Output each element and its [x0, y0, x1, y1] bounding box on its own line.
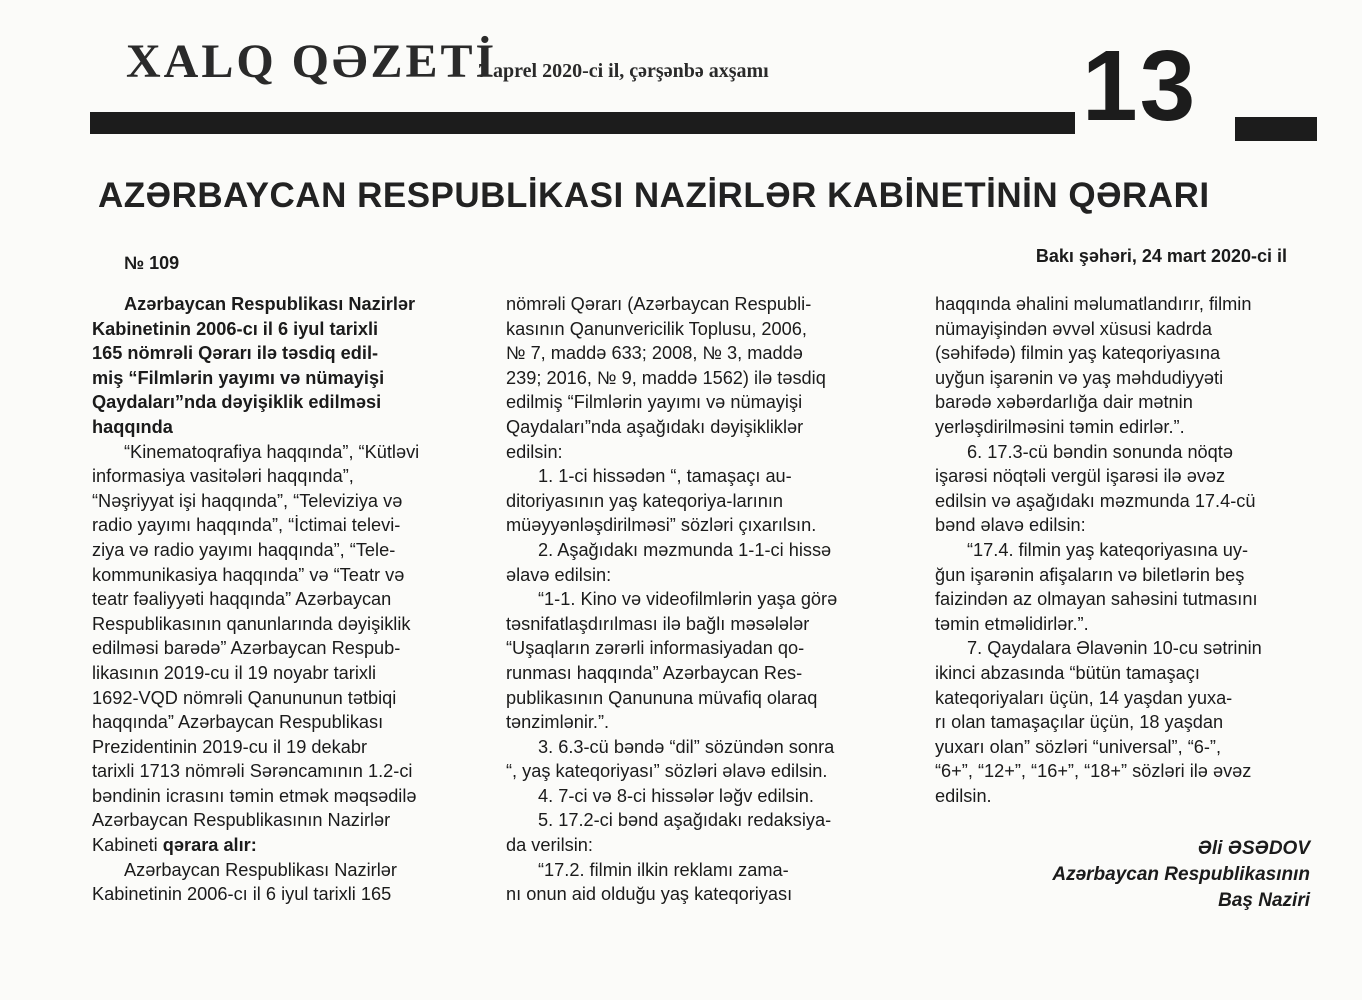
document-title: AZƏRBAYCAN RESPUBLİKASI NAZİRLƏR KABİNETİNİN QƏRARI — [98, 176, 1210, 215]
page-number-dash — [1235, 117, 1317, 141]
column-3 — [935, 292, 1313, 808]
decision-phrase: qərara alır: — [162, 835, 257, 856]
item-5-quote: “17.2. filmin ilkin reklamı zama- nı onun aid olduğu yaş kateqoriyası — [506, 859, 793, 905]
signatory-title-2: Baş Naziri — [1218, 890, 1310, 911]
issue-date: 7 aprel 2020-ci il, çərşənbə axşamı — [478, 60, 769, 82]
item-4: 4. 7-ci və 8-ci hissələr ləğv edilsin. — [538, 785, 814, 806]
signatory-title-1: Azərbaycan Respublikasının — [1052, 864, 1310, 885]
item-6-quote: “17.4. filmin yaş kateqoriyasına uy- ğun işarənin afişaların və biletlərin beş faizindən az olmayan sahəsini tutmasını təmin etməlidirlər.”. — [935, 539, 1258, 634]
place-and-date: Bakı şəhəri, 24 mart 2020-ci il — [1035, 246, 1287, 266]
paragraph-1-cont: nömrəli Qərarı (Azərbaycan Respubli- kasının Qanunvericilik Toplusu, 2006, № 7, maddə 633; 2008, № 3, maddə 239; 2016, № 9, maddə 1562) ilə təsdiq edilmiş “Filmlərin yayımı və nümayişi Qaydaları”nda aşağıdakı dəyişikliklər edilsin: — [506, 294, 826, 462]
item-2: 2. Aşağıdakı məzmunda 1-1-ci hissə əlavə edilsin: — [506, 539, 832, 585]
document-number: № 109 — [124, 253, 180, 273]
paragraph-1-start: Azərbaycan Respublikası Nazirlər Kabinetinin 2006-cı il 6 iyul tarixli 165 — [92, 859, 397, 905]
item-5: 5. 17.2-ci bənd aşağıdakı redaksiya- da verilsin: — [506, 810, 832, 856]
masthead: XALQ QƏZETİ — [126, 35, 498, 88]
item-7: 7. Qaydalara Əlavənin 10-cu sətrinin ikinci abzasında “bütün tamaşaçı kateqoriyaları üçün, 14 yaşdan yuxa- rı olan tamaşaçılar üçün, 18 yaşdan yuxarı olan” sözləri “universal”, “6-”, “6+”, “12+”, “16+”, “18+” sözləri ilə əvəz edilsin. — [935, 638, 1262, 806]
signature-block — [1052, 836, 1310, 914]
header-rule — [90, 112, 1075, 134]
item-6: 6. 17.3-cü bəndin sonunda nöqtə işarəsi nöqtəli vergül işarəsi ilə əvəz edilsin və aşağıdakı məzmunda 17.4-cü bənd əlavə edilsin: — [935, 441, 1256, 536]
item-5-quote-cont: haqqında əhalini məlumatlandırır, filmin nümayişindən əvvəl xüsusi kadrda (səhifədə) filmin yaş kateqoriyasına uyğun işarənin və yaş məhdudiyyəti barədə xəbərdarlığa dair mətnin yerləşdirilməsini təmin edirlər.”. — [935, 294, 1252, 437]
signatory-name: Əli ƏSƏDOV — [1197, 838, 1310, 859]
column-2 — [506, 292, 898, 907]
item-1: 1. 1-ci hissədən “, tamaşaçı au- ditoriyasının yaş kateqoriya-larının müəyyənləşdirilməsi” sözləri çıxarılsın. — [506, 466, 817, 536]
page-number: 13 — [1082, 30, 1198, 142]
preamble-last-line: Kabineti — [92, 835, 163, 856]
preamble-paragraph — [92, 440, 484, 858]
preamble-text: “Kinematoqrafiya haqqında”, “Kütləvi informasiya vasitələri haqqında”, “Nəşriyyat işi haqqında”, “Televiziya və radio yayımı haqqında”, “İctimai televi- ziya və radio yayımı haqqında”, “Tele- kommunikasiya haqqında” və “Teatr və teatr fəaliyyəti haqqında” Azərbaycan Respublikasının qanunlarında dəyişiklik edilməsi barədə” Azərbaycan Respub- likasının 2019-cu il 19 noyabr tarixli 1692-VQD nömrəli Qanununun tətbiqi haqqında” Azərbaycan Respublikası Prezidentinin 2019-cu il 19 dekabr tarixli 1713 nömrəli Sərəncamının 1.2-ci bəndinin icrasını təmin etmək məqsədilə Azərbaycan Respublikasının Nazirlər — [92, 441, 420, 831]
item-3: 3. 6.3-cü bəndə “dil” sözündən sonra “, yaş kateqoriyası” sözləri əlavə edilsin. — [506, 736, 835, 782]
column-1 — [92, 292, 484, 907]
resolution-heading: Azərbaycan Respublikası Nazirlər Kabinetinin 2006-cı il 6 iyul tarixli 165 nömrəli Qərarı ilə təsdiq edil- miş “Filmlərin yayımı və nümayişi Qaydaları”nda dəyişiklik edilməsi haqqında — [92, 294, 416, 437]
item-2-quote: “1-1. Kino və videofilmlərin yaşa görə təsnifatlaşdırılması ilə bağlı məsələlər “Uşaqların zərərli informasiyadan qo- runması haqqında” Azərbaycan Res- publikasının Qanununa müvafiq olaraq tənzimlənir.”. — [506, 589, 838, 733]
